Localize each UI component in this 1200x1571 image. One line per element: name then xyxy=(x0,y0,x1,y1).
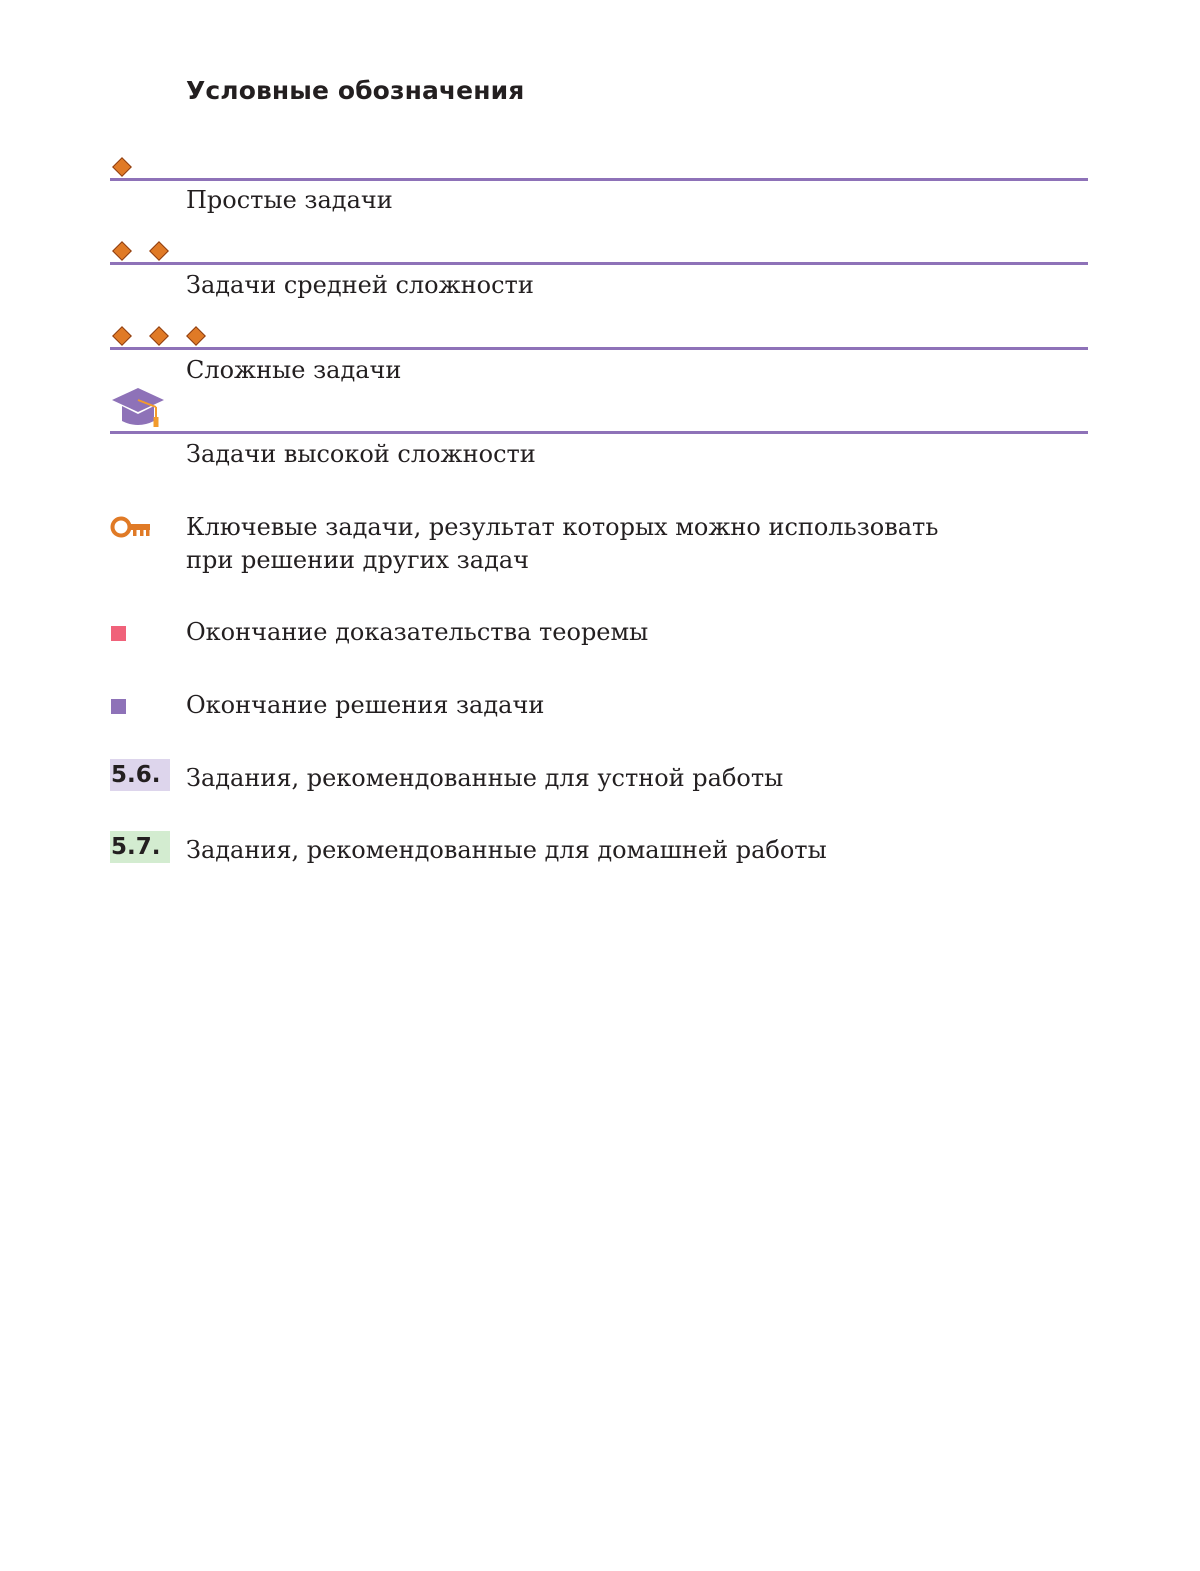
oral-number-badge: 5.6. xyxy=(110,759,170,791)
divider xyxy=(110,178,1088,181)
diamond-icon xyxy=(149,241,169,261)
legend-key-line2: при решении других задач xyxy=(186,546,530,574)
divider xyxy=(110,262,1088,265)
pink-square-icon xyxy=(111,626,126,641)
legend-key-line1: Ключевые задачи, результат которых можно использовать xyxy=(186,513,939,541)
legend-home: Задания, рекомендованные для домашней работы xyxy=(186,836,827,864)
divider xyxy=(110,431,1088,434)
legend-theorem-end: Окончание доказательства теоремы xyxy=(186,618,649,646)
legend-solution-end: Окончание решения задачи xyxy=(186,691,545,719)
diamond-icon xyxy=(112,157,132,177)
page-title: Условные обозначения xyxy=(186,76,525,105)
diamond-icon xyxy=(112,241,132,261)
diamond-icon xyxy=(186,326,206,346)
legend-high: Задачи высокой сложности xyxy=(186,440,536,468)
purple-square-icon xyxy=(111,699,126,714)
key-icon xyxy=(110,515,152,541)
legend-oral: Задания, рекомендованные для устной работы xyxy=(186,764,784,792)
legend-hard: Сложные задачи xyxy=(186,356,402,384)
diamond-icon xyxy=(149,326,169,346)
divider xyxy=(110,347,1088,350)
graduation-cap-icon xyxy=(111,387,165,431)
legend-medium: Задачи средней сложности xyxy=(186,271,534,299)
diamond-icon xyxy=(112,326,132,346)
home-number-badge: 5.7. xyxy=(110,831,170,863)
legend-simple: Простые задачи xyxy=(186,186,393,214)
